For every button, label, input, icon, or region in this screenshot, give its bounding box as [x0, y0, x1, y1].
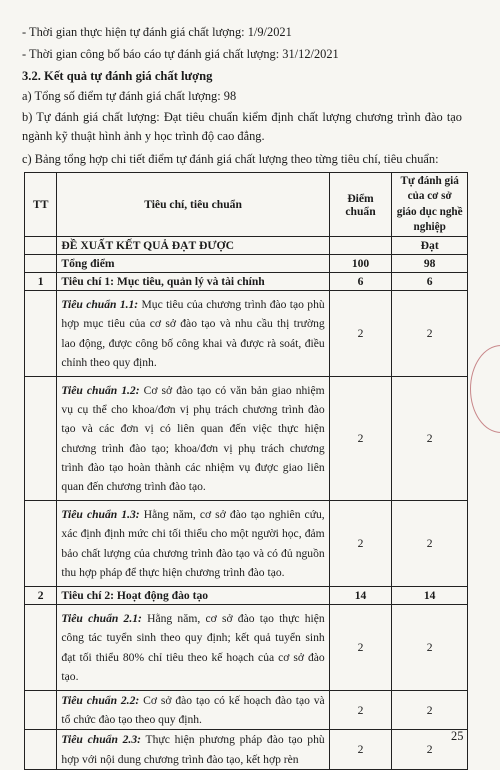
standard-points: 2	[329, 605, 392, 691]
standard-points: 2	[329, 730, 392, 769]
item-b: b) Tự đánh giá chất lượng: Đạt tiêu chuẩn kiểm định chất lượng chương trình đào tạo ngành kỹ thuật hình ảnh y học trình độ cao đẳng.	[22, 110, 462, 143]
standard-text	[57, 730, 329, 769]
standard-row	[25, 605, 468, 691]
header-points: Điểm chuẩn	[329, 173, 392, 237]
standard-name: Tiêu chuẩn 1.3:	[61, 508, 140, 522]
proposal-label: ĐỀ XUẤT KẾT QUẢ ĐẠT ĐƯỢC	[57, 237, 329, 255]
criterion-row	[25, 273, 468, 291]
standard-description: Cơ sở đào tạo có văn bản giao nhiệm vụ cụ thể cho khoa/đơn vị phụ trách chương trình đào tạo và các đơn vị có liên quan đến việc thực hiện chương trình đào tạo; khoa/đơn vị phụ trách chương trình đào tạo hoàn thành các nhiệm vụ được giao liên quan đến chương trình đào tạo.	[61, 383, 325, 493]
header-criteria: Tiêu chí, tiêu chuẩn	[57, 173, 329, 237]
standard-points: 2	[329, 691, 392, 730]
standard-points: 2	[329, 291, 392, 377]
standard-name: Tiêu chuẩn 1.2:	[61, 383, 140, 397]
criterion-tt: 2	[25, 587, 57, 605]
standard-name: Tiêu chuẩn 2.2:	[61, 694, 140, 707]
item-a: a) Tổng số điểm tự đánh giá chất lượng: 98	[22, 89, 237, 103]
total-points: 100	[329, 255, 392, 273]
standard-row	[25, 501, 468, 587]
standard-self: 2	[392, 377, 468, 501]
criterion-self: 6	[392, 273, 468, 291]
item-c: c) Bảng tổng hợp chi tiết điểm tự đánh giá chất lượng theo từng tiêu chí, tiêu chuẩn:	[22, 152, 439, 166]
criterion-points: 14	[329, 587, 392, 605]
standard-points: 2	[329, 377, 392, 501]
standard-self: 2	[392, 691, 468, 730]
standard-text	[57, 605, 329, 691]
standard-row	[25, 291, 468, 377]
standard-row	[25, 691, 468, 730]
criterion-tt: 1	[25, 273, 57, 291]
criterion-self: 14	[392, 587, 468, 605]
page-number: 25	[451, 729, 464, 743]
criteria-table	[24, 172, 468, 770]
standard-name: Tiêu chuẩn 2.1:	[61, 612, 142, 626]
standard-row	[25, 377, 468, 501]
standard-description: Thực hiện phương pháp đào tạo phù hợp với nội dung chương trình đào tạo, kết hợp rèn	[61, 733, 325, 766]
proposal-value: Đạt	[392, 237, 468, 255]
criterion-row	[25, 587, 468, 605]
standard-text	[57, 291, 329, 377]
standard-self: 2	[392, 730, 468, 769]
section-heading: 3.2. Kết quả tự đánh giá chất lượng	[22, 69, 213, 83]
criterion-title: Tiêu chí 1: Mục tiêu, quản lý và tài chính	[57, 273, 329, 291]
total-label: Tổng điểm	[57, 255, 329, 273]
standard-text	[57, 691, 329, 730]
stamp-mark	[470, 345, 500, 433]
standard-description: Hằng năm, cơ sở đào tạo thực hiện công tác tuyển sinh theo quy định; kết quả tuyển sinh đạt tối thiểu 80% chỉ tiêu theo kế hoạch của cơ sở đào tạo.	[61, 612, 325, 683]
criterion-points: 6	[329, 273, 392, 291]
standard-name: Tiêu chuẩn 1.1:	[61, 298, 139, 312]
standard-self: 2	[392, 605, 468, 691]
header-self: Tự đánh giá của cơ sở giáo dục nghề nghiệp	[392, 173, 468, 237]
intro-line-1: - Thời gian thực hiện tự đánh giá chất lượng: 1/9/2021	[22, 25, 292, 39]
standard-name: Tiêu chuẩn 2.3:	[61, 733, 141, 747]
standard-text	[57, 501, 329, 587]
header-tt: TT	[25, 173, 57, 237]
standard-row	[25, 730, 468, 769]
intro-line-2: - Thời gian công bố báo cáo tự đánh giá chất lượng: 31/12/2021	[22, 47, 339, 61]
standard-text	[57, 377, 329, 501]
standard-points: 2	[329, 501, 392, 587]
standard-self: 2	[392, 291, 468, 377]
criterion-title: Tiêu chí 2: Hoạt động đào tạo	[57, 587, 329, 605]
standard-self: 2	[392, 501, 468, 587]
standard-description: Hằng năm, cơ sở đào tạo nghiên cứu, xác định định mức chi tối thiểu cho một người học, đảm bảo chất lượng của chương trình đào tạo và có đủ nguồn thu hợp pháp để thực hiện chương trình đào tạo.	[61, 508, 325, 579]
standard-description: Mục tiêu của chương trình đào tạo phù hợp mục tiêu của cơ sở đào tạo và nhu cầu thị trường lao động, được công bố công khai và được rà soát, điều chỉnh theo quy định.	[61, 298, 325, 369]
standard-description: Cơ sở đào tạo có kế hoạch đào tạo và tổ chức đào tạo theo quy định.	[61, 694, 325, 727]
total-self: 98	[392, 255, 468, 273]
